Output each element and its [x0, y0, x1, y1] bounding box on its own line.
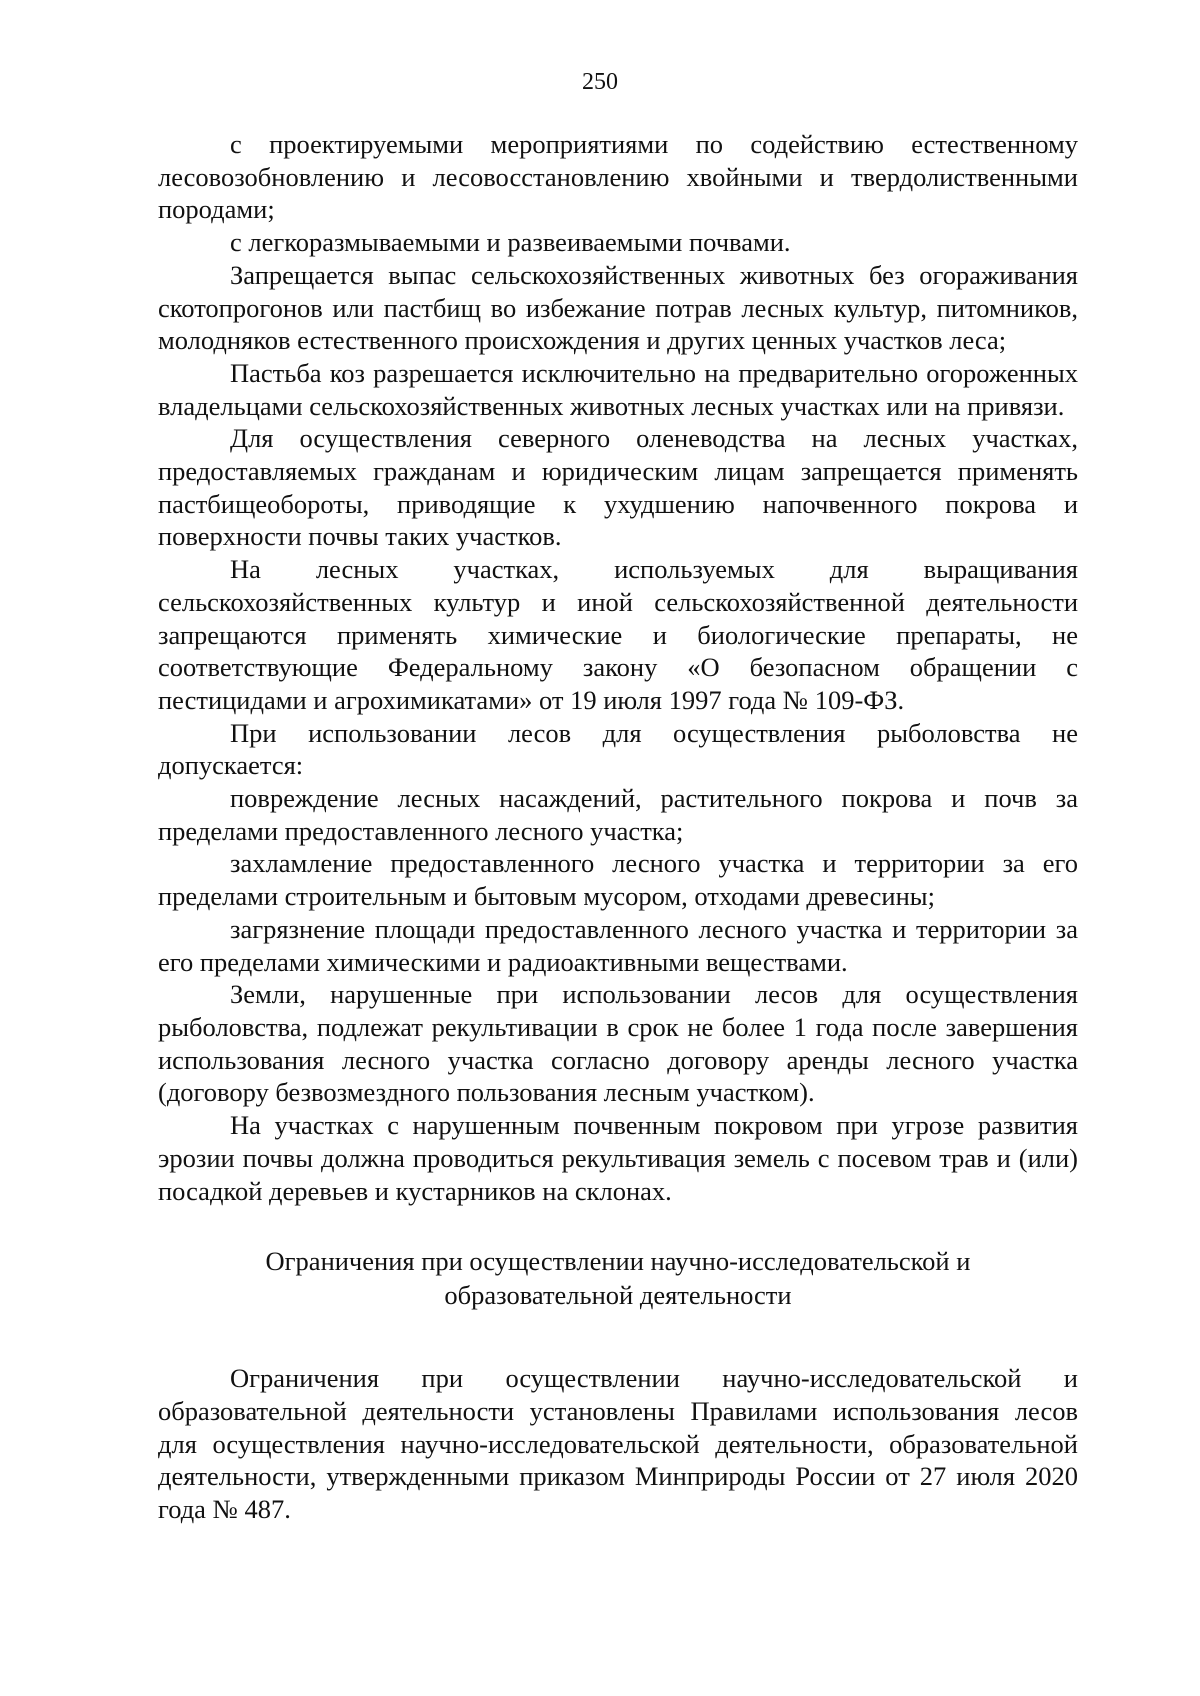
paragraph: При использовании лесов для осуществления рыболовства не допускается:	[158, 717, 1078, 781]
page-number: 250	[582, 69, 618, 95]
paragraph: Запрещается выпас сельскохозяйственных животных без огораживания скотопрогонов или пастбищ во избежание потрав лесных культур, питомников, молодняков естественного происхождения и других ценных участков леса;	[158, 259, 1078, 356]
paragraph: Земли, нарушенные при использовании лесов для осуществления рыболовства, подлежат рекультивации в срок не более 1 года после завершения использования лесного участка согласно договору аренды лесного участка (договору безвозмездного пользования лесным участком).	[158, 979, 1078, 1108]
section-heading-line: Ограничения при осуществлении научно-исследовательской и	[265, 1246, 971, 1277]
paragraph: На участках с нарушенным почвенным покровом при угрозе развития эрозии почвы должна проводиться рекультивация земель с посевом трав и (или) посадкой деревьев и кустарников на склонах.	[158, 1110, 1078, 1206]
paragraph: с легкоразмываемыми и развеиваемыми почвами.	[230, 227, 791, 258]
paragraph: Ограничения при осуществлении научно-исследовательской и образовательной деятельности установлены Правилами использования лесов для осуществления научно-исследовательской деятельности, образовательной деятельности, утвержденными приказом Минприроды России от 27 июля 2020 года № 487.	[158, 1363, 1078, 1525]
paragraph: повреждение лесных насаждений, растительного покрова и почв за пределами предоставленного лесного участка;	[158, 783, 1078, 846]
paragraph: с проектируемыми мероприятиями по содействию естественному лесовозобновлению и лесовосстановлению хвойными и твердолиственными породами;	[158, 129, 1078, 225]
paragraph: Пастьба коз разрешается исключительно на предварительно огороженных владельцами сельскохозяйственных животных лесных участках или на привязи.	[158, 357, 1078, 421]
paragraph: Для осуществления северного оленеводства на лесных участках, предоставляемых гражданам и юридическим лицам запрещается применять пастбищеобороты, приводящие к ухудшению напочвенного покрова и поверхности почвы таких участков.	[158, 423, 1078, 552]
paragraph: На лесных участках, используемых для выращивания сельскохозяйственных культур и иной сельскохозяйственной деятельности запрещаются применять химические и биологические препараты, не соответствующие Федеральному закону «О безопасном обращении с пестицидами и агрохимикатами» от 19 июля 1997 года № 109-ФЗ.	[158, 554, 1078, 715]
paragraph: загрязнение площади предоставленного лесного участка и территории за его пределами химическими и радиоактивными веществами.	[158, 913, 1078, 977]
document-body	[158, 128, 1078, 1526]
section-heading-line: образовательной деятельности	[444, 1280, 792, 1311]
paragraph: захламление предоставленного лесного участка и территории за его пределами строительным и бытовым мусором, отходами древесины;	[158, 848, 1078, 912]
section-heading	[158, 1244, 1078, 1312]
